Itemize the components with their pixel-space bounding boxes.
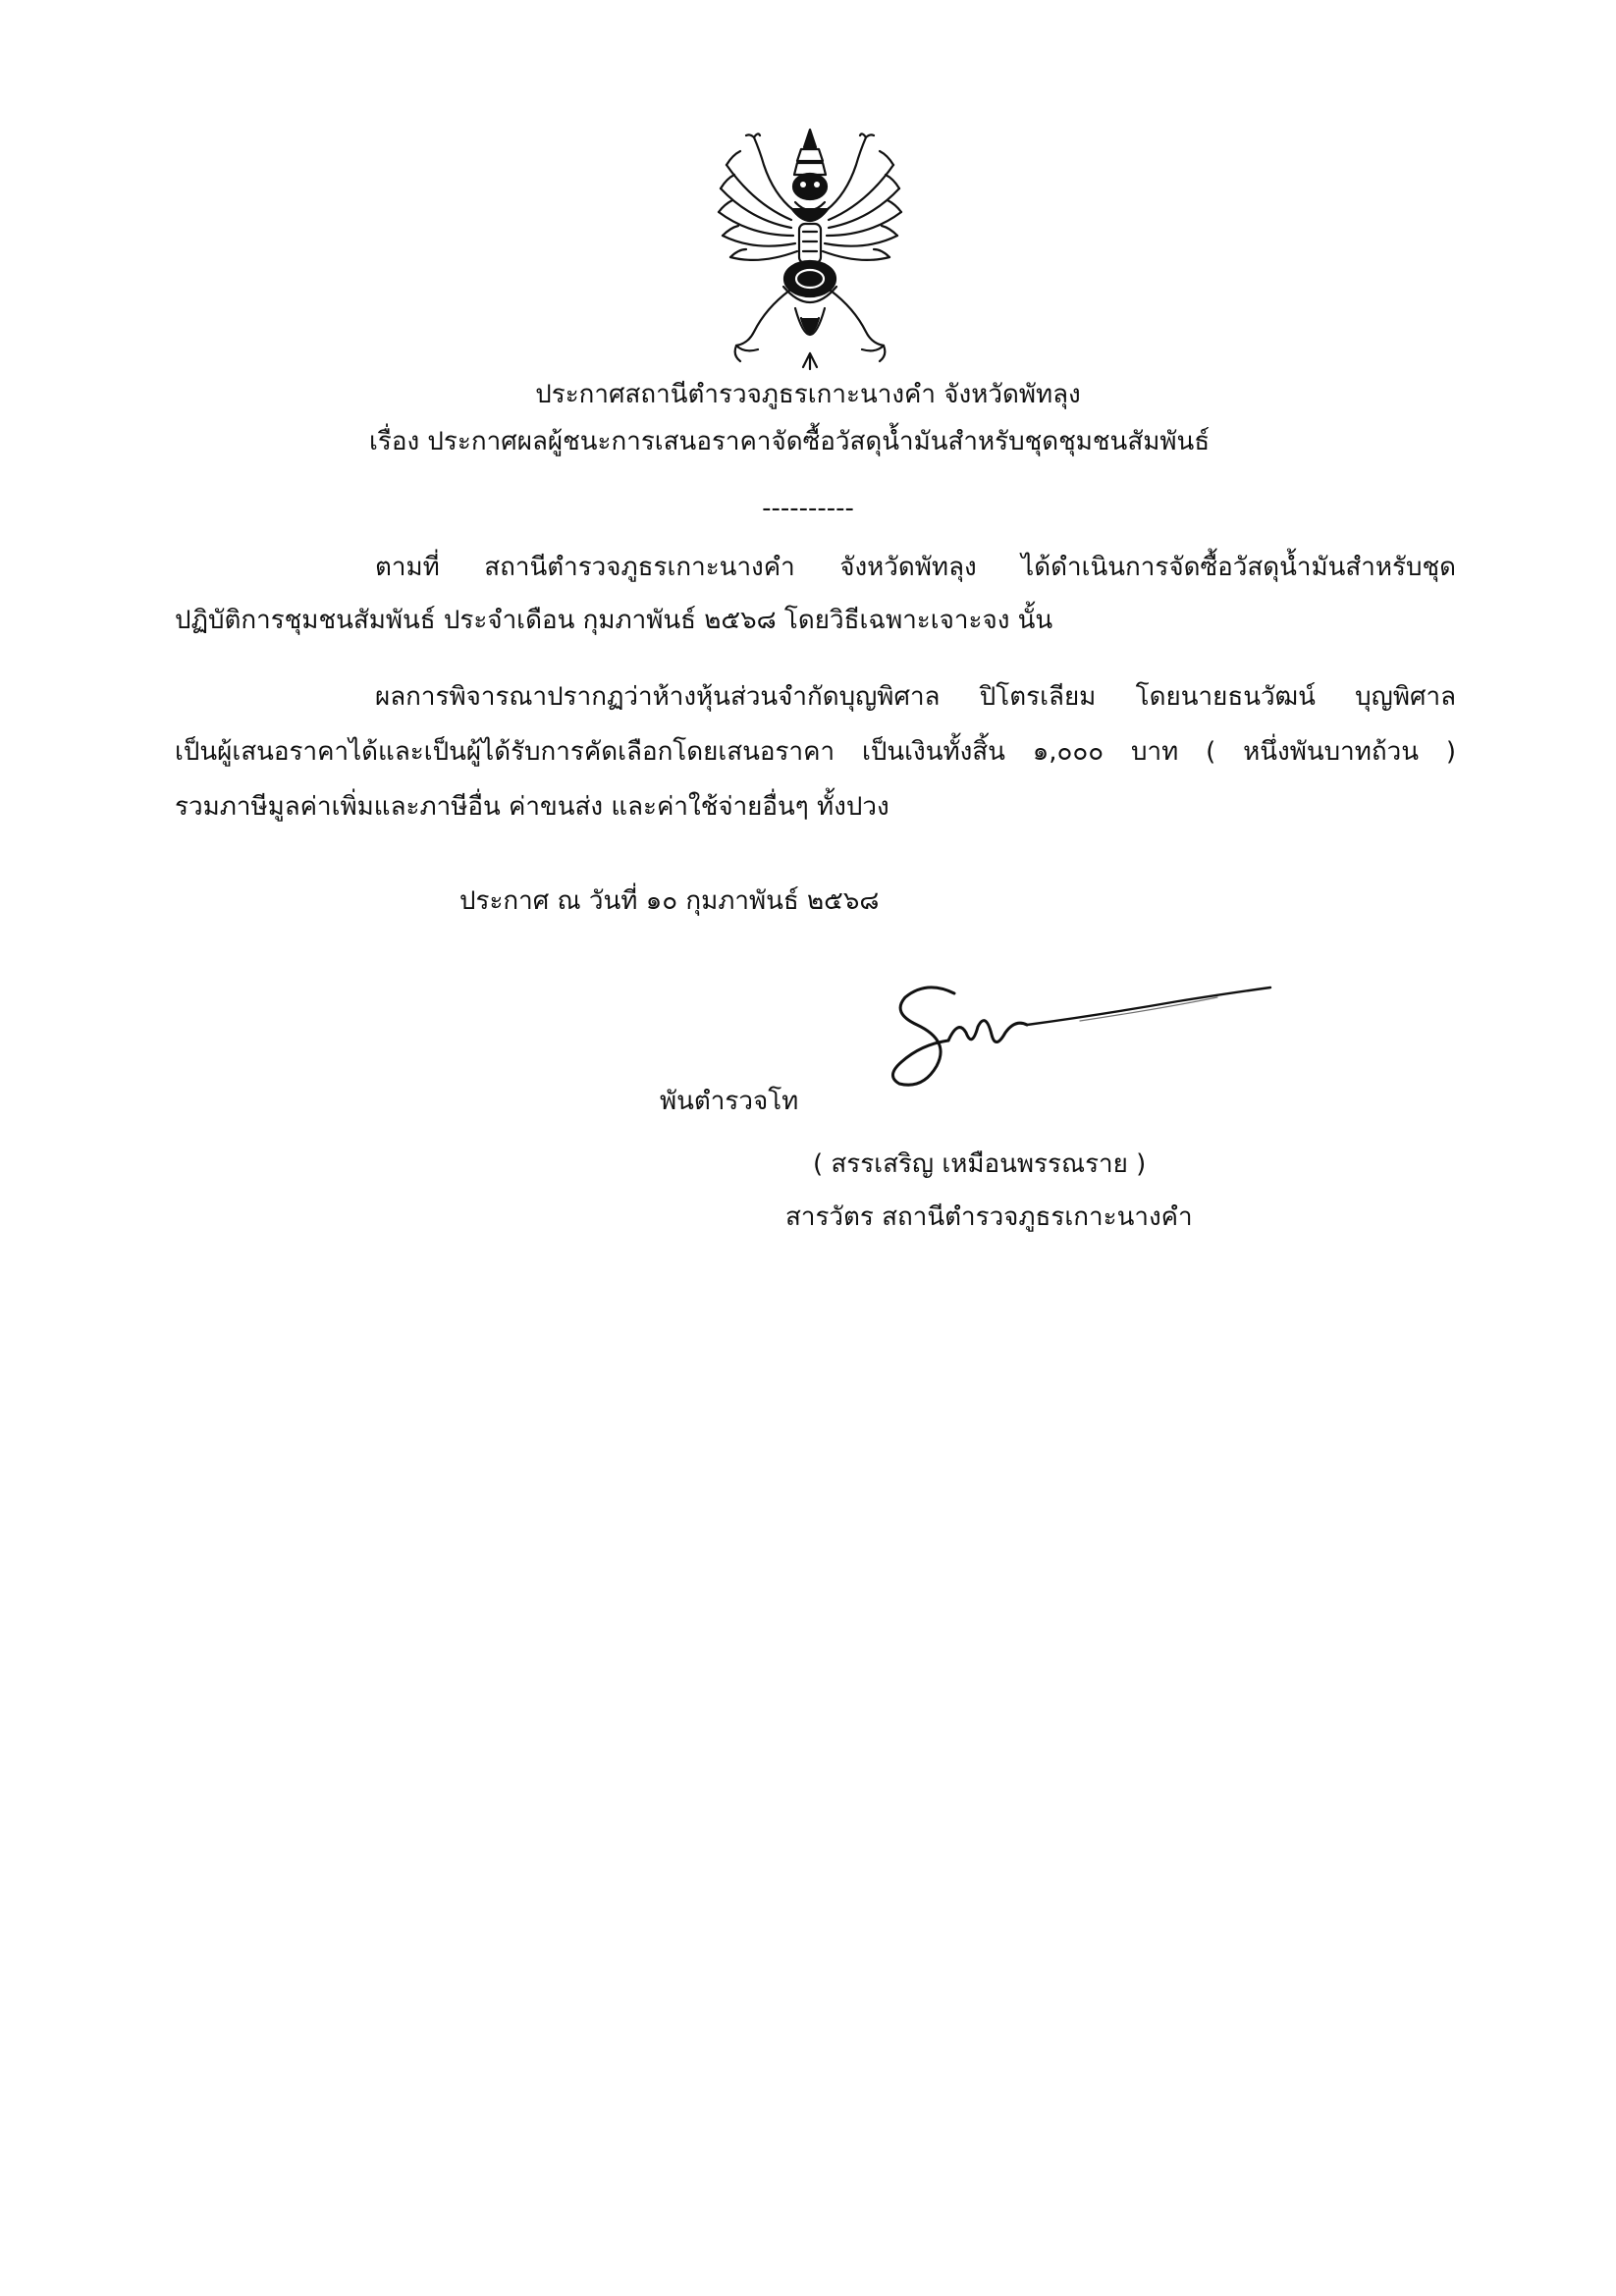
paragraph-1-line-2: ปฏิบัติการชุมชนสัมพันธ์ ประจำเดือน กุมภาพันธ์ ๒๕๖๘ โดยวิธีเฉพาะเจาะจง นั้น [175,606,1053,635]
signatory-rank: พันตำรวจโท [660,1087,799,1116]
paragraph-2-line-3: รวมภาษีมูลค่าเพิ่มและภาษีอื่น ค่าขนส่ง และค่าใช้จ่ายอื่นๆ ทั้งปวง [175,792,889,822]
signatory-name: ( สรรเสริญ เหมือนพรรณราย ) [813,1149,1147,1179]
paragraph-1-line-1: ตามที่ สถานีตำรวจภูธรเกาะนางคำ จังหวัดพัทลุง ได้ดำเนินการจัดซื้อวัสดุน้ำมันสำหรับชุด [375,553,1456,582]
announcement-title: ประกาศสถานีตำรวจภูธรเกาะนางคำ จังหวัดพัทลุง [535,380,1081,409]
signatory-position: สารวัตร สถานีตำรวจภูธรเกาะนางคำ [785,1202,1193,1232]
handwritten-signature-icon [884,972,1276,1109]
garuda-emblem-icon [715,126,905,371]
title-divider: ---------- [762,494,854,523]
announcement-date: ประกาศ ณ วันที่ ๑๐ กุมภาพันธ์ ๒๕๖๘ [459,886,880,916]
announcement-subject: เรื่อง ประกาศผลผู้ชนะการเสนอราคาจัดซื้อวัสดุน้ำมันสำหรับชุดชุมชนสัมพันธ์ [369,427,1211,456]
paragraph-2-line-2: เป็นผู้เสนอราคาได้และเป็นผู้ได้รับการคัดเลือกโดยเสนอราคา เป็นเงินทั้งสิ้น ๑,๐๐๐ บาท ( หนึ่งพันบาทถ้วน ) [175,737,1456,767]
paragraph-2-line-1: ผลการพิจารณาปรากฏว่าห้างหุ้นส่วนจำกัดบุญพิศาล ปิโตรเลียม โดยนายธนวัฒน์ บุญพิศาล [375,682,1456,712]
